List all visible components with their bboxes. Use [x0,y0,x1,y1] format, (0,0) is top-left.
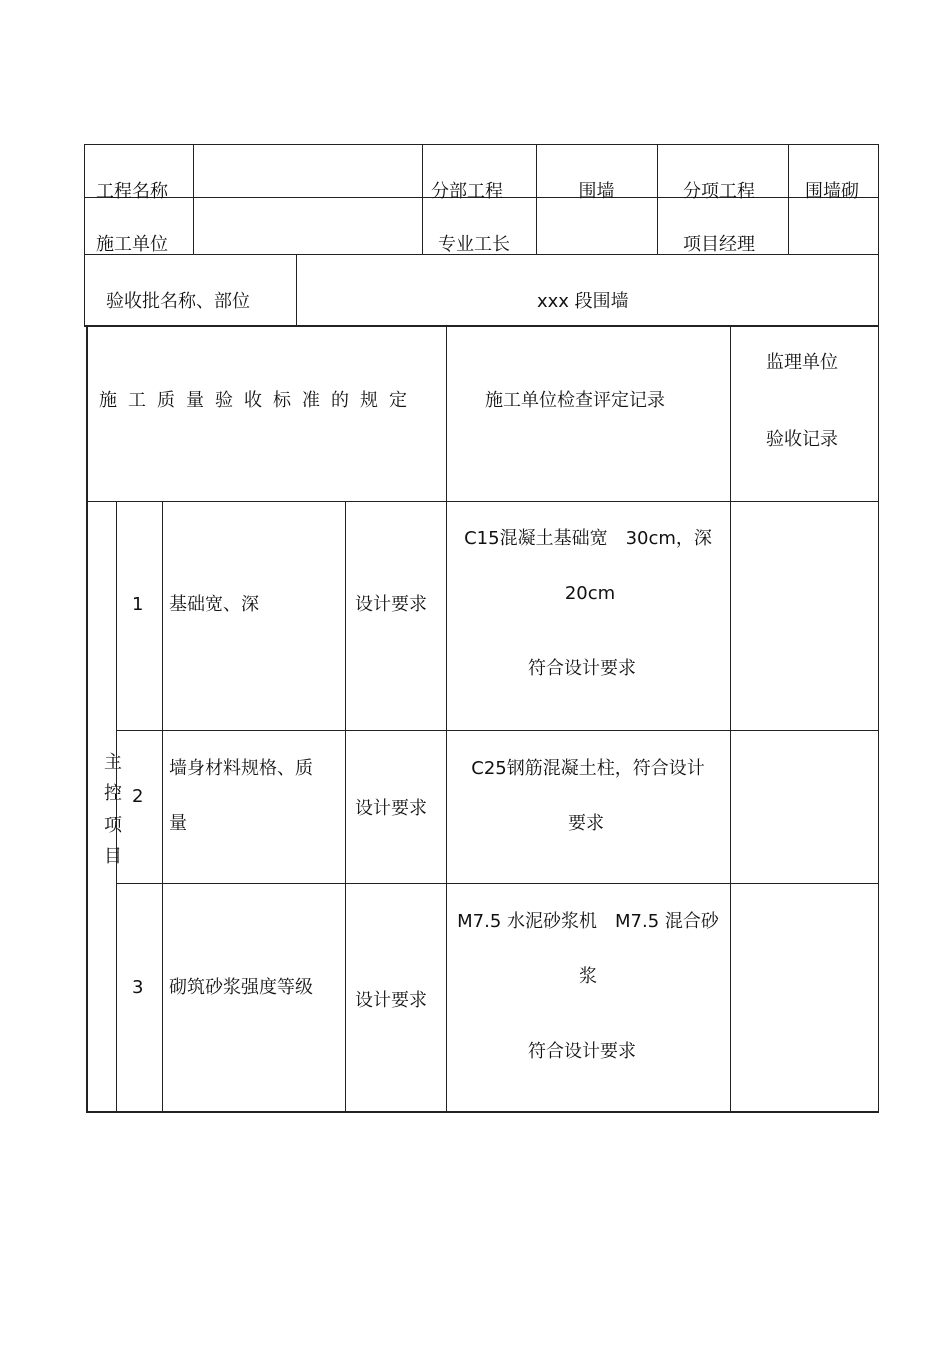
row-record-line: C15混凝土基础宽 30cm，深 [464,528,712,549]
item-project-value: 围墙砌 [805,181,859,202]
group-label-char: 目 [104,846,122,867]
supervision-header-line2: 验收记录 [766,429,838,450]
check-record-column-header: 施工单位检查评定记录 [485,390,665,411]
row-record-line: M7.5 水泥砂浆机 M7.5 混合砂 [457,911,719,932]
row-number: 1 [132,594,144,615]
row-record-line: 浆 [579,966,597,987]
row-record-line: 符合设计要求 [528,1041,636,1062]
row-requirement: 设计要求 [355,798,427,819]
supervision-header-line1: 监理单位 [766,352,838,373]
row-item-line: 墙身材料规格、质 [169,758,313,779]
row-requirement: 设计要求 [355,990,427,1011]
project-name-label: 工程名称 [96,181,168,202]
group-label-char: 控 [104,783,122,804]
standard-column-header: 施工质量验收标准的规定 [99,390,418,411]
row-record-line: 要求 [568,813,604,834]
item-project-label: 分项工程 [683,181,755,202]
row-item-line: 量 [169,813,187,834]
construction-unit-label: 施工单位 [96,234,168,255]
batch-label: 验收批名称、部位 [106,291,250,312]
sub-project-value: 围墙 [578,181,615,202]
row-record-line: 符合设计要求 [528,658,636,679]
row-number: 3 [132,977,144,998]
row-record-line: 20cm [564,583,616,604]
row-number: 2 [132,786,144,807]
batch-value: xxx 段围墙 [537,291,629,312]
row-item: 基础宽、深 [169,594,259,615]
group-label-char: 项 [104,815,122,836]
row-record-line: C25钢筋混凝土柱，符合设计 [471,758,705,779]
row-item: 砌筑砂浆强度等级 [169,977,313,998]
sub-project-label: 分部工程 [431,181,503,202]
row-requirement: 设计要求 [355,594,427,615]
manager-label: 项目经理 [683,234,755,255]
foreman-label: 专业工长 [438,234,510,255]
group-label-char: 主 [104,752,122,773]
